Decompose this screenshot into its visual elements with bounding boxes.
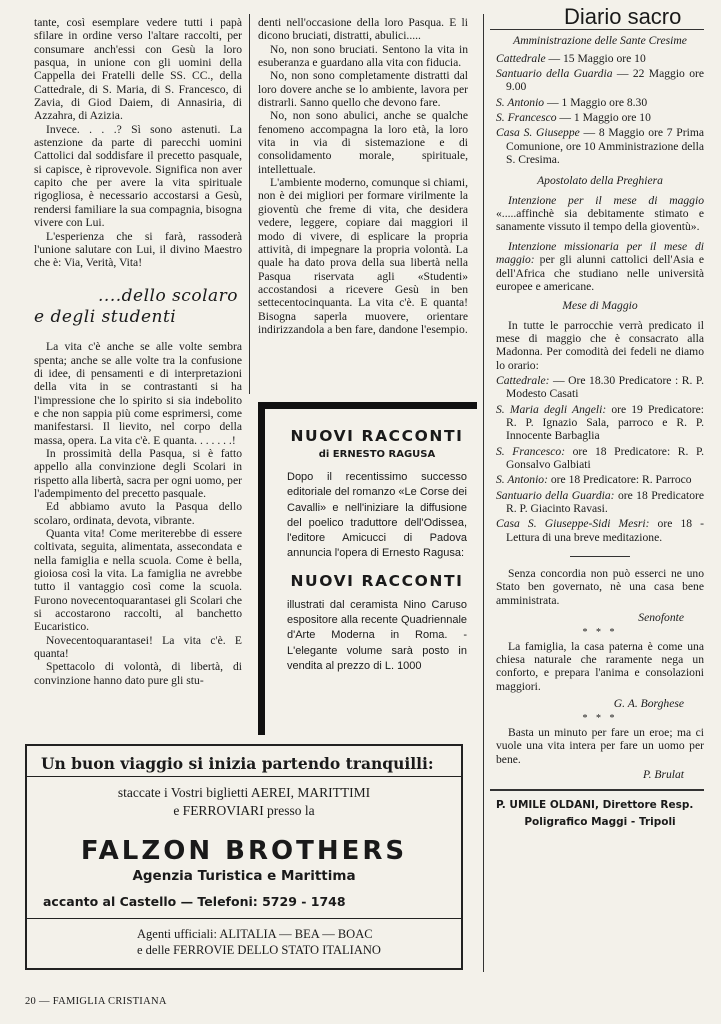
diario-title-rule [490, 29, 704, 30]
cresime-list [496, 52, 704, 167]
article-paragraph: Novecentoquarantasei! La vita c'è. E quanta! [34, 633, 242, 661]
cresima-entry-place: Santuario della Guardia [496, 67, 613, 81]
mese-entry-place: S. Antonio: [496, 473, 548, 487]
separator-stars-1: * * * [582, 627, 618, 639]
travel-advertisement [25, 744, 463, 970]
article-paragraph: In prossimità della Pasqua, si è fatto appello alla convinzione degli Scolari in rispetto alla libertà, sacra per ogni uomo, per l'adempimento del precetto pasquale. [34, 446, 242, 500]
mese-entry-place: S. Maria degli Angeli: [496, 402, 607, 416]
book-announcement [258, 402, 477, 735]
mese-entry [496, 517, 704, 544]
printer-name: Poligrafico Maggi - Tripoli [524, 816, 676, 829]
quote-2: La famiglia, la casa paterna è come una chiesa naturale che raramente nega un conforto, e prepara l'anima e consolazioni maggiori. [496, 639, 704, 693]
missionaria-paragraph [496, 240, 704, 293]
article-paragraph: Spettacolo di volontà, di libertà, di convinzione hanno dato pure gli stu- [34, 660, 242, 687]
article-paragraph: L'ambiente moderno, comunque si chiami, non è dei migliori per formare virilmente la gioventù che freme di vita, che desidera vedere, leggere, copiare dai maggiori il modo di vivere, di esplicare la propria attività, di impegnare la propria volontà. La quale ha dato prova della sua libertà nella Pasqua riservata agli «Studenti» accostandosi a ricevere Gesù in ben settecentocinquanta. La vita c'è. E quanta! Bisogna saperla muovere, orientare indirizzandola a ben fare, dandone l'esempio. [258, 176, 468, 336]
cresima-entry [496, 96, 704, 109]
article-paragraph: No, non sono bruciati. Sentono la vita in esuberanza e guardano alla vita con fiducia. [258, 42, 468, 70]
section-heading-line1: ....dello scolaro [98, 285, 238, 306]
section-heading-line2: e degli studenti [34, 306, 177, 327]
article-paragraph: Invece. . . .? Sì sono astenuti. La astenzione da parte di parecchi uomini Cattolici dal soddisfare il precetto pasquale, si capisce, è riprovevole. Significa non aver capito che per avere la vita spirituale rigogliosa, è necessario accostarsi a Gesù, rendersi familiare la sua compagnia, bisogna vivere con Lui. [34, 122, 242, 230]
article-paragraph: L'esperienza che si farà, rassoderà l'unione salutare con Lui, il divino Maestro che è: Via, Verità, Vita! [34, 229, 242, 270]
cresima-entry-detail: — 15 Maggio ore 10 [545, 51, 646, 65]
separator-stars-2: * * * [582, 713, 618, 725]
column-rule-1 [249, 14, 250, 394]
mese-heading: Mese di Maggio [562, 299, 638, 313]
quote-3-author: P. Brulat [642, 767, 684, 781]
article-column-1 [34, 16, 242, 687]
ad-agents [137, 926, 381, 958]
mese-schedule-list [496, 374, 704, 544]
apostolato-heading: Apostolato della Preghiera [537, 174, 663, 188]
article-paragraph: tante, così esemplare vedere tutti i papà sfilare in ordine verso l'altare raccolti, per consumare anch'essi con Gesù la loro pasqua, in unione con gli uomini della Cappella dei Fratelli delle SS. CC., della Cattedrale, di S. Maria, di S. Francesco, di Zavia, di Giod Daiem, di Annasiria, di Azzahra, di Azizia. [34, 16, 242, 123]
cresima-entry-place: S. Antonio [496, 95, 545, 109]
quote-1: Senza concordia non può esserci ne uno Stato ben governato, nè una casa bene amministrata. [496, 567, 704, 607]
article-paragraph: Quanta vita! Come meriterebbe di essere coltivata, seguita, alimentata, assecondata e nella famiglia e nella scuola. Come è bella, gioiosa così la vita. La famiglia ne avrebbe tutto il vantaggio così come la scuola. Furono novecentoquarantasei gli Scolari che si accostarono raccolti, al banchetto Eucaristico. [34, 527, 242, 634]
mese-entry [496, 473, 704, 486]
director-credit [496, 797, 704, 831]
mese-entry-detail: ore 18 Predicatore: R. Parroco [547, 473, 692, 487]
intenzione-text: «.....affinchè sia debitamente stimato e sanamente vissuto il tempo della gioventù». [496, 207, 704, 234]
intenzione-paragraph [496, 194, 704, 234]
quote-3: Basta un minuto per fare un eroe; ma ci vuole una vita intera per fare un uomo per bene. [496, 725, 704, 766]
book-title: NUOVI RACCONTI [290, 427, 464, 445]
mese-entry [496, 374, 704, 401]
ad-headline: Un buon viaggio si inizia partendo tranquilli: [41, 754, 434, 773]
ad-subtitle: Agenzia Turistica e Marittima [132, 868, 356, 884]
quote-2-author: G. A. Borghese [613, 697, 684, 711]
cresima-entry-detail: — 1 Maggio ore 10 [556, 111, 651, 125]
cresima-entry-detail: — 1 Maggio ore 8.30 [544, 95, 648, 109]
mese-entry-detail: ore 18 Predicatore R. P. Giacinto Ravasi. [506, 488, 705, 515]
cresima-entry [496, 126, 704, 166]
cresima-entry-detail: — 8 Maggio ore 7 Prima Comunione, ore 10 Amministrazione della S. Cresima. [506, 126, 704, 167]
ad-divider-top [27, 776, 461, 777]
cresima-entry [496, 111, 704, 124]
mese-entry-place: Casa S. Giuseppe-Sidi Mesri: [496, 517, 650, 531]
mese-entry-detail: ore 19 Predicatore: R. P. Ignazio Sala, parroco e R. P. Innocente Barbaglia [506, 402, 704, 443]
book-title-repeat: NUOVI RACCONTI [290, 571, 464, 590]
cresima-entry [496, 67, 704, 94]
quotes-rule [570, 556, 630, 557]
ad-agents-line-1: Agenti ufficiali: ALITALIA — BEA — BOAC [137, 927, 373, 941]
article-paragraph: denti nell'occasione della loro Pasqua. E li dicono bruciati, distratti, abulici..... [258, 16, 468, 43]
mese-entry-place: Cattedrale: [496, 373, 550, 387]
diario-title: Diario sacro [564, 4, 682, 29]
article-bottom-paragraphs [34, 340, 242, 687]
mese-intro: In tutte le parrocchie verrà predicato il mese di maggio che è consacrato alla Madonna. Per comodità dei fedeli ne diamo lo orario: [496, 318, 704, 372]
ad-address: accanto al Castello — Telefoni: 5729 - 1748 [43, 894, 346, 909]
article-paragraph: Ed abbiamo avuto la Pasqua dello scolaro, ordinata, devota, vibrante. [34, 500, 242, 527]
page-footer: 20 — FAMIGLIA CRISTIANA [25, 996, 167, 1007]
cresima-entry-place: Cattedrale [496, 51, 546, 65]
cresime-heading: Amministrazione delle Sante Cresime [513, 34, 687, 48]
cresima-entry-place: S. Francesco [496, 111, 557, 125]
book-author: di ERNESTO RAGUSA [318, 449, 436, 460]
ad-divider-bottom [27, 918, 461, 919]
article-paragraphs [258, 16, 468, 336]
mese-entry-detail: — Ore 18.30 Predicatore : R. P. Modesto Casati [506, 373, 704, 401]
cresima-entry-detail: — 22 Maggio ore 9.00 [506, 67, 704, 94]
diario-sacro-column [496, 4, 705, 831]
missionaria-text: per gli alunni cattolici dell'Asia e dell'Africa che studiano nelle università europee e americane. [496, 253, 704, 293]
article-column-2 [258, 16, 468, 336]
article-top-paragraphs [34, 16, 242, 270]
column-rule-2 [483, 14, 484, 972]
book-description: Dopo il recentissimo successo editoriale del romanzo «Le Corse dei Cavalli» e nell'iniziare la diffusione del poelico traduttore dell'Odissea, l'editore Amicucci di Padova annuncia l'opera di Ernesto Ragusa: [287, 471, 467, 560]
mese-entry-detail: ore 18 Predicatore: R. P. Gonsalvo Galbiati [506, 444, 705, 471]
article-paragraph: No, non sono abulici, anche se qualche fenomeno accompagna la loro età, la loro vita in via di sistemazione e di consolidamento morale, spirituale, intellettuale. [258, 109, 468, 176]
cresima-entry [496, 52, 704, 65]
mese-entry-place: Santuario della Guardia: [496, 488, 615, 502]
article-paragraph: La vita c'è anche se alle volte sembra spenta; anche se alle volte tra la confusione di idee, di pensamenti e di interpretazioni della vita in se contrastanti si ha l'impressione che lo spirito si sia indebolito e che non sappia più come esprimersi, come manifestarsi. Il lievito, nel corpo della massa, opera. La vita c'è. E quanta. . . . . . .! [34, 340, 242, 447]
book-details: illustrati dal ceramista Nino Caruso espositore alla recente Quadriennale d'Arte Moderna in Roma. - L'elegante volume sarà posto in vendita al prezzo di L. 1000 [287, 598, 467, 672]
cresima-entry-place: Casa S. Giuseppe [496, 126, 580, 140]
ad-line-1: staccate i Vostri biglietti AEREI, MARITTIMI [117, 785, 371, 800]
mese-entry-detail: ore 18 - Lettura di una breve meditazione. [506, 517, 704, 544]
mese-entry-place: S. Francesco: [496, 444, 566, 458]
quote-1-author: Senofonte [638, 611, 684, 625]
intenzione-label: Intenzione per il mese di maggio [508, 193, 704, 207]
mese-entry [496, 489, 704, 516]
director-rule [490, 789, 704, 791]
ad-brand-name: FALZON BROTHERS [80, 836, 408, 866]
mese-entry [496, 403, 704, 443]
ad-agents-line-2: e delle FERROVIE DELLO STATO ITALIANO [137, 943, 381, 957]
ad-line-2: e FERROVIARI presso la [173, 803, 315, 818]
mese-entry [496, 445, 704, 472]
missionaria-label: Intenzione missionaria per il mese di maggio: [496, 239, 704, 267]
director-name: P. UMILE OLDANI, Direttore Resp. [496, 799, 694, 812]
article-paragraph: No, non sono completamente distratti dal loro dovere anche se lo ambiente, lavora per distrarli. Sanno quello che devono fare. [258, 69, 468, 110]
